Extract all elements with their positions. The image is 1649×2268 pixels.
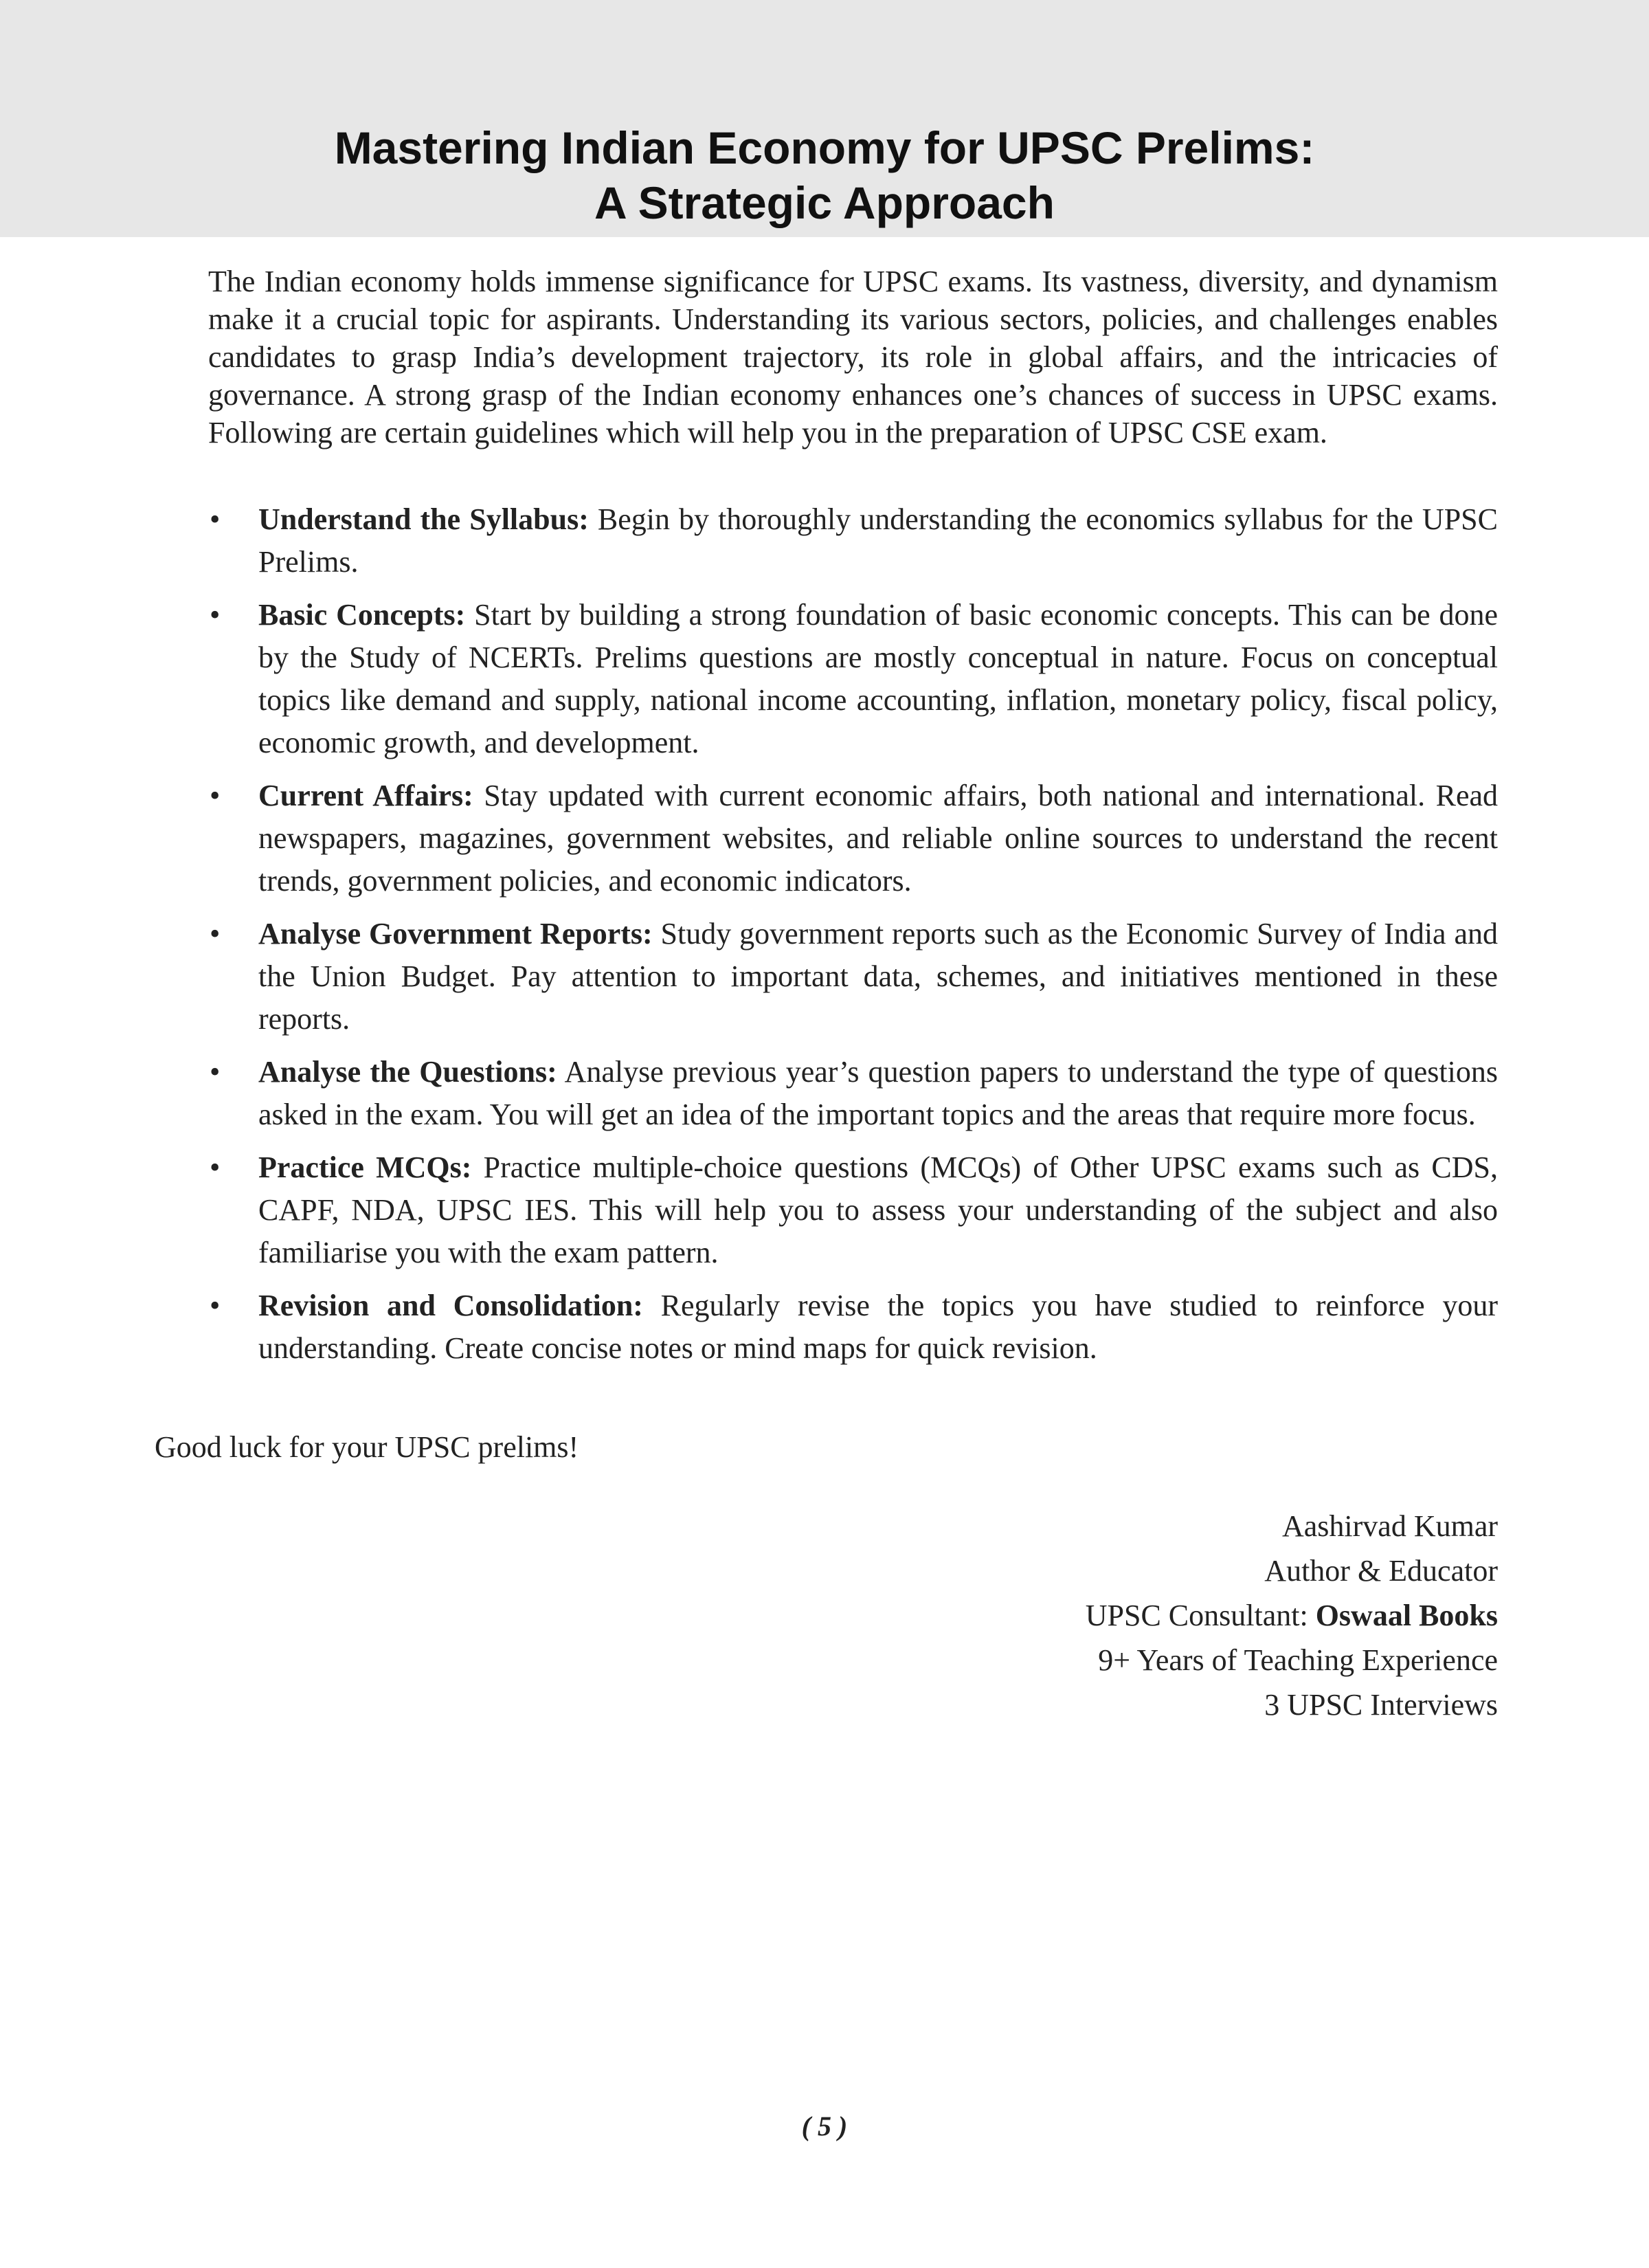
guideline-heading: Understand the Syllabus: [258, 502, 589, 536]
guideline-heading: Revision and Consolidation: [258, 1289, 643, 1322]
guideline-heading: Analyse the Questions: [258, 1055, 557, 1089]
author-role: Author & Educator [1264, 1554, 1498, 1588]
bullet-icon: • [210, 502, 221, 536]
consultant-org: Oswaal Books [1315, 1599, 1498, 1632]
bullet-icon: • [210, 598, 221, 632]
guideline-heading: Basic Concepts: [258, 598, 466, 632]
guideline-item [208, 1146, 1498, 1274]
guideline-text: Begin by thoroughly understanding the economics syllabus for the UPSC Prelims. [258, 502, 1498, 579]
author-consultant-line [824, 1593, 1498, 1638]
guideline-item [208, 1285, 1498, 1370]
closing-line: Good luck for your UPSC prelims! [155, 1430, 579, 1464]
consultant-label: UPSC Consultant: [1085, 1599, 1316, 1632]
guideline-text: Practice multiple-choice questions (MCQs) of Other UPSC exams such as CDS, CAPF, NDA, UPSC IES. This will help you to assess your understanding of the subject and also familiarise you with the exam pattern. [258, 1150, 1498, 1269]
intro-paragraph: The Indian economy holds immense significance for UPSC exams. Its vastness, diversity, and dynamism make it a crucial topic for aspirants. Understanding its various sectors, policies, and challenges enables candidates to grasp India’s development trajectory, its role in global affairs, and the intricacies of governance. A strong grasp of the Indian economy enhances one’s chances of success in UPSC exams. Following are certain guidelines which will help you in the preparation of UPSC CSE exam. [208, 265, 1498, 449]
guideline-text: Study government reports such as the Economic Survey of India and the Union Budget. Pay attention to important data, schemes, and initiatives mentioned in these reports. [258, 917, 1498, 1036]
guideline-item [208, 775, 1498, 902]
bullet-icon: • [210, 1150, 221, 1184]
guideline-item [208, 498, 1498, 583]
guideline-item [208, 594, 1498, 764]
guideline-text: Analyse previous year’s question papers to understand the type of questions asked in the exam. You will get an idea of the important topics and the areas that require more focus. [258, 1055, 1498, 1131]
guideline-item [208, 1051, 1498, 1136]
guideline-item [208, 913, 1498, 1041]
page-title [0, 120, 1649, 230]
page-title-line-1: Mastering Indian Economy for UPSC Prelims: [334, 122, 1315, 173]
guideline-heading: Practice MCQs: [258, 1150, 472, 1184]
author-signature-block [824, 1504, 1498, 1727]
bullet-icon: • [210, 917, 221, 950]
guideline-heading: Current Affairs: [258, 779, 473, 812]
bullet-icon: • [210, 779, 221, 812]
guideline-text: Stay updated with current economic affairs, both national and international. Read newspapers, magazines, government websites, and reliable online sources to understand the recent trends, government policies, and economic indicators. [258, 779, 1499, 898]
guideline-heading: Analyse Government Reports: [258, 917, 653, 950]
bullet-icon: • [210, 1055, 221, 1089]
author-interviews: 3 UPSC Interviews [1264, 1688, 1498, 1722]
guideline-text: Start by building a strong foundation of basic economic concepts. This can be done by the Study of NCERTs. Prelims questions are mostly conceptual in nature. Focus on conceptual topics like demand and supply, national income accounting, inflation, monetary policy, fiscal policy, economic growth, and development. [258, 598, 1499, 759]
page-number: ( 5 ) [801, 2111, 848, 2142]
guidelines-list [208, 498, 1498, 1380]
author-name: Aashirvad Kumar [1281, 1509, 1498, 1543]
guideline-text: Regularly revise the topics you have studied to reinforce your understanding. Create concise notes or mind maps for quick revision. [258, 1289, 1499, 1365]
page-title-line-2: A Strategic Approach [594, 177, 1055, 228]
author-experience: 9+ Years of Teaching Experience [1098, 1643, 1498, 1677]
bullet-icon: • [210, 1289, 221, 1322]
